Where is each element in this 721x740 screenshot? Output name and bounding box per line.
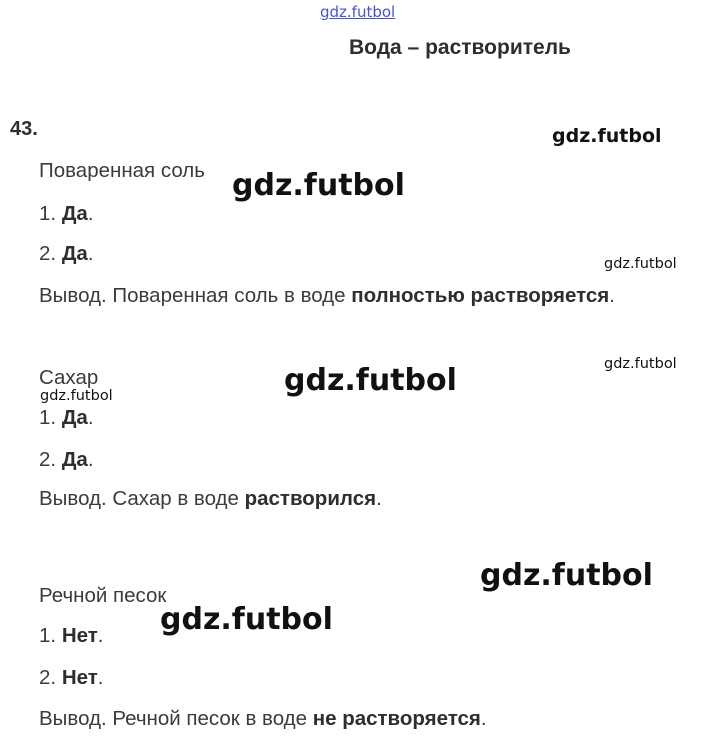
answer-item: 2. Нет. [39,666,104,689]
watermark-top: gdz.futbol [320,3,396,21]
section-heading: Поваренная соль [39,159,205,182]
conclusion: Вывод. Сахар в воде растворился. [39,487,382,510]
watermark: gdz.futbol [284,363,457,398]
answer-item: 2. Да. [39,448,94,471]
watermark: gdz.futbol [232,168,405,203]
watermark: gdz.futbol [604,356,677,372]
task-number: 43. [10,118,38,140]
watermark: gdz.futbol [40,388,113,404]
section-heading: Сахар [39,366,99,389]
section-heading: Речной песок [39,584,167,607]
watermark: gdz.futbol [160,602,333,637]
answer-item: 1. Нет. [39,624,104,647]
watermark: gdz.futbol [480,558,653,593]
answer-item: 1. Да. [39,202,94,225]
watermark: gdz.futbol [604,256,677,272]
conclusion: Вывод. Речной песок в воде не растворяется. [39,707,487,730]
answer-item: 2. Да. [39,242,94,265]
conclusion: Вывод. Поваренная соль в воде полностью растворяется. [39,284,615,307]
watermark: gdz.futbol [552,125,662,147]
page-title: Вода – растворитель [349,36,571,59]
answer-item: 1. Да. [39,406,94,429]
